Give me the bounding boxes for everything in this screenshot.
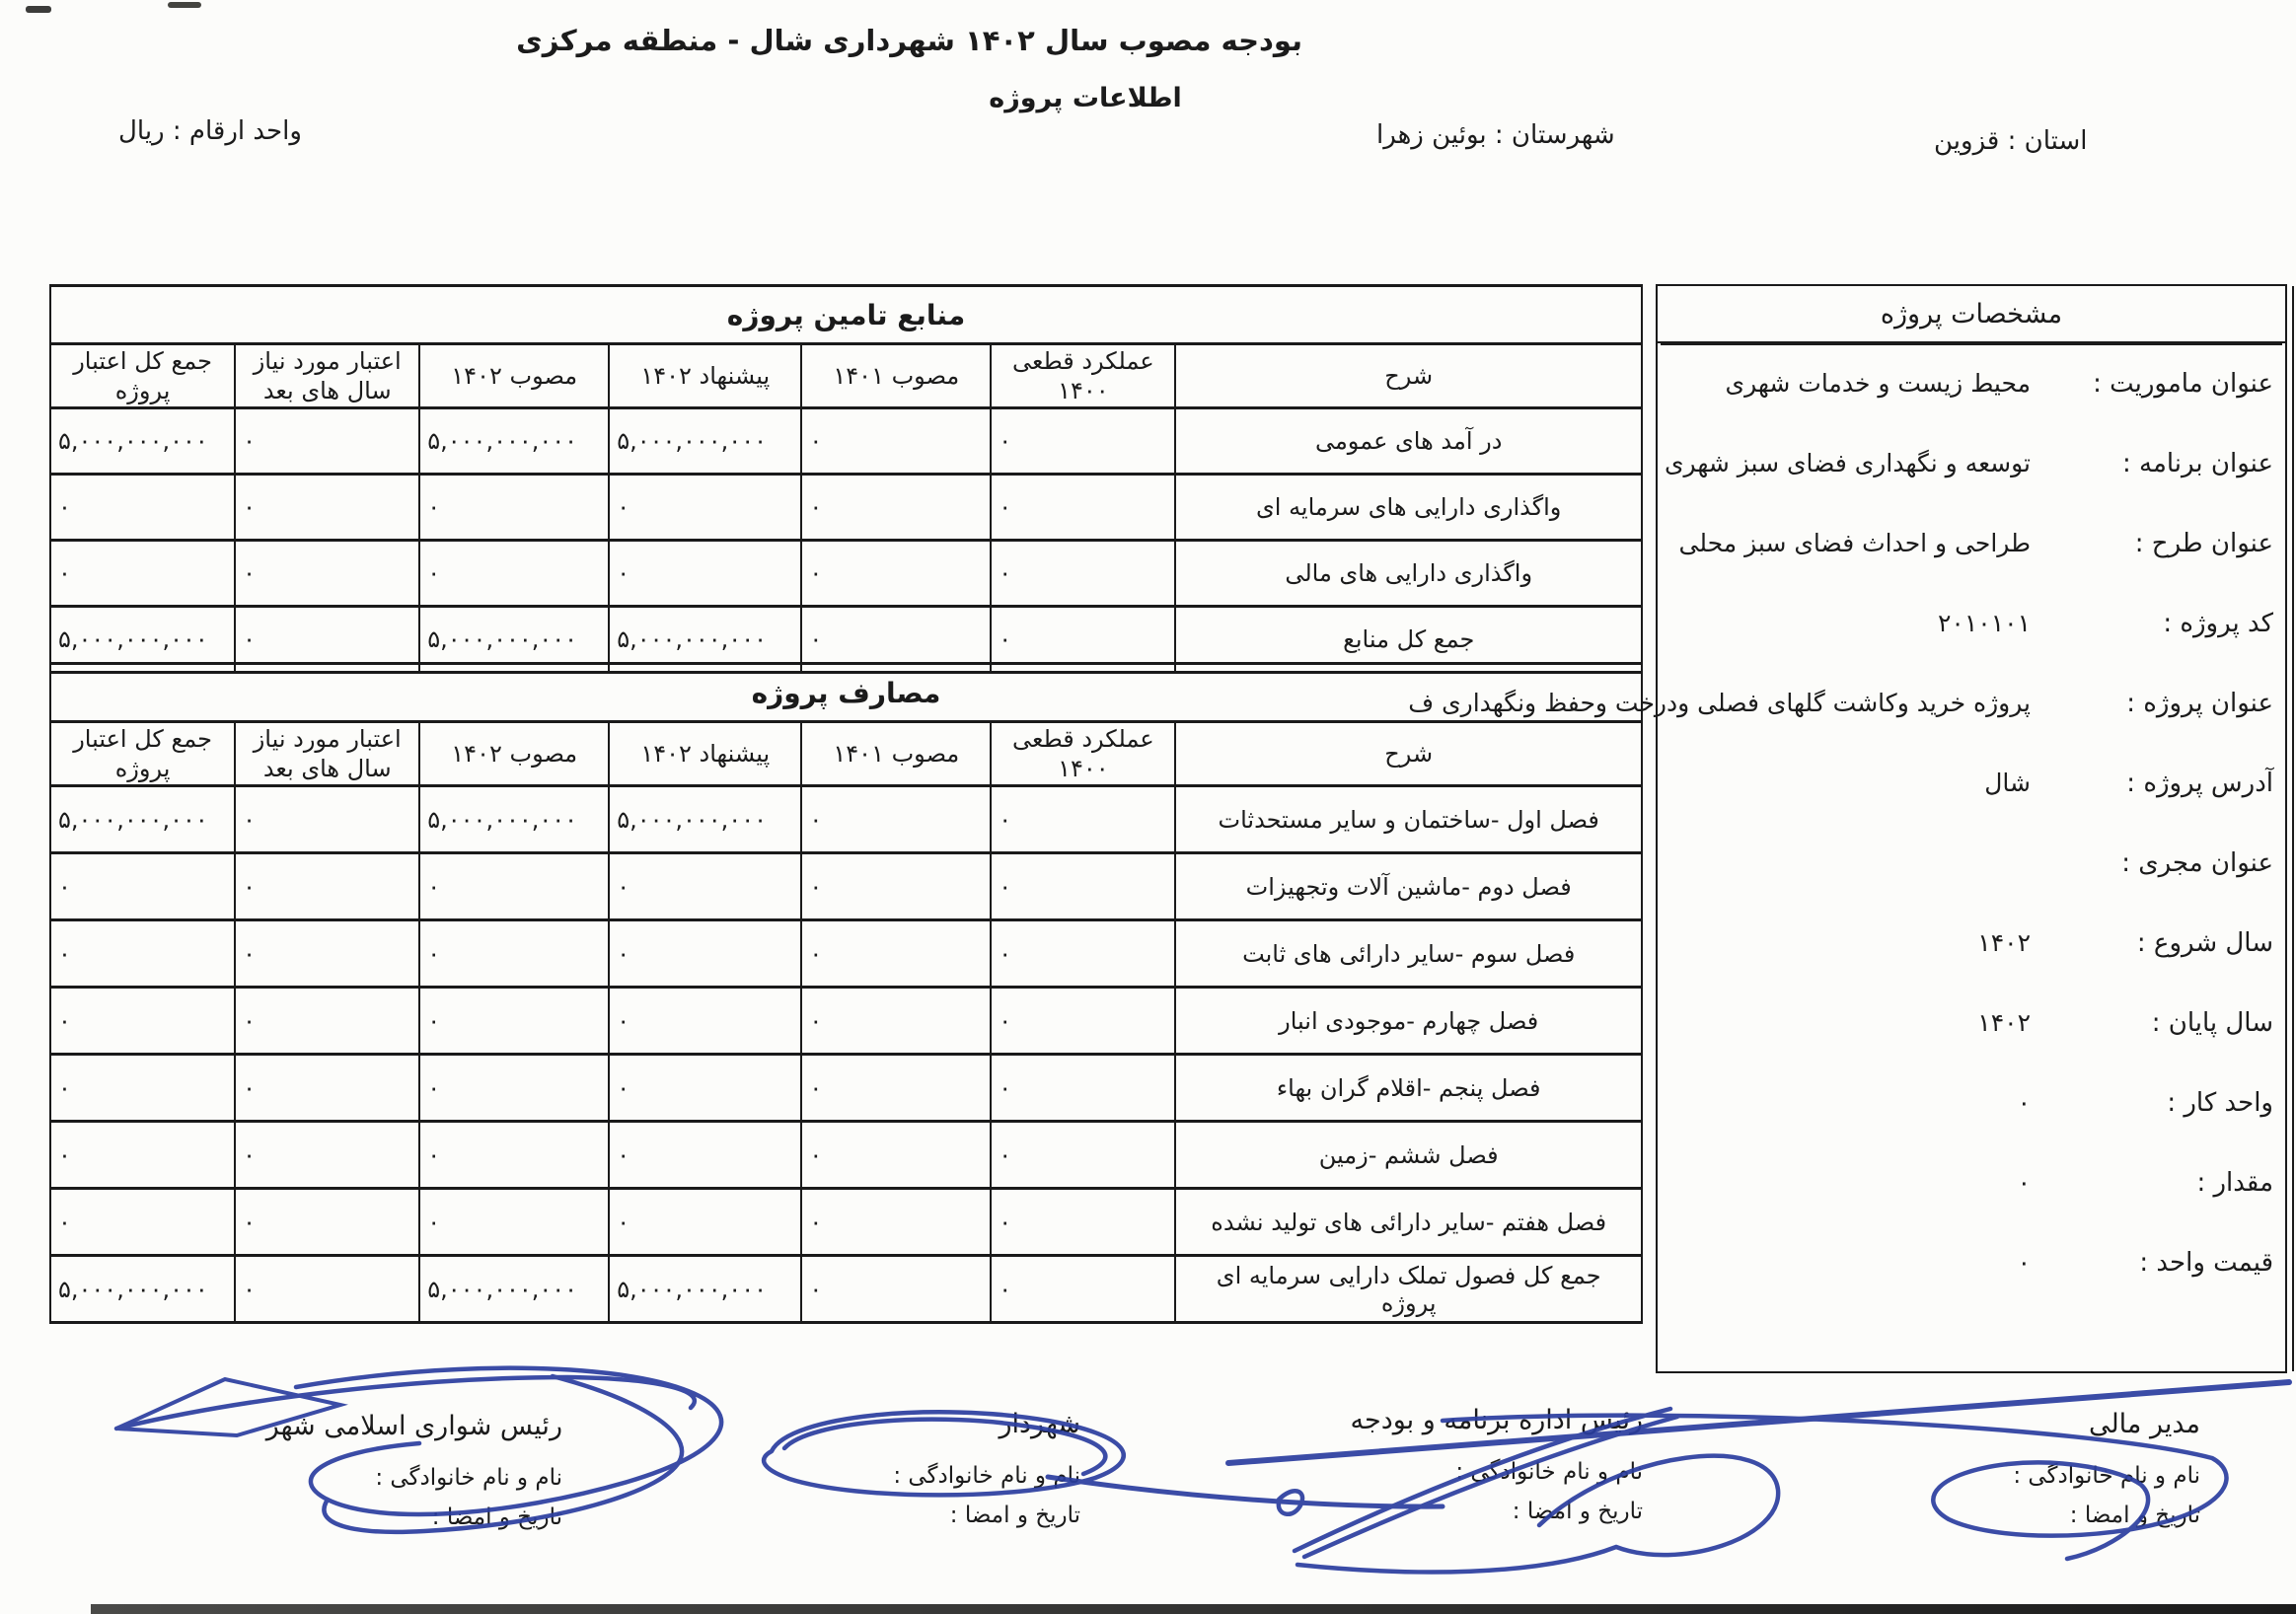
name-label: نام و نام خانوادگی : (375, 1465, 562, 1491)
col-total-project-credit: جمع کل اعتبار پروژه (50, 344, 235, 408)
col-description: شرح (1175, 722, 1642, 786)
spec-label: سال شروع : (2136, 927, 2273, 958)
row-description: فصل هفتم -سایر دارائی های تولید نشده (1175, 1189, 1642, 1256)
spec-row (1408, 663, 2285, 743)
signer-title: رئیس اداره برنامه و بودجه (1350, 1405, 1643, 1435)
cell-total-credit: ۰ (50, 475, 235, 541)
spec-row (1658, 983, 2285, 1063)
project-expenses-table (49, 662, 1643, 1324)
cell-approved-1401: ۰ (801, 853, 991, 920)
cell-approved-1401: ۰ (801, 541, 991, 607)
spec-value: ۱۴۰۲ (1977, 1008, 2031, 1037)
cell-future-years: ۰ (235, 920, 419, 988)
row-description: فصل پنجم -اقلام گران بهاء (1175, 1055, 1642, 1122)
spec-value: شال (1984, 769, 2031, 797)
cell-actual-1400: ۰ (991, 988, 1175, 1055)
document-subtitle: اطلاعات پروژه (989, 83, 1182, 113)
spec-row (1658, 583, 2285, 663)
date-signature-label: تاریخ و امضا : (2069, 1503, 2200, 1528)
uses-table-title: مصارف پروژه (50, 664, 1642, 722)
spec-label: عنوان طرح : (2134, 528, 2273, 558)
cell-approved-1402: ۰ (419, 920, 609, 988)
row-description: فصل ششم -زمین (1175, 1122, 1642, 1189)
cell-approved-1401: ۰ (801, 1055, 991, 1122)
cell-approved-1401: ۰ (801, 988, 991, 1055)
funding-sources-table (49, 284, 1643, 674)
col-proposed-1402: پیشنهاد ۱۴۰۲ (609, 344, 801, 408)
table-row (50, 541, 1642, 607)
table-row (50, 1055, 1642, 1122)
spec-label: کد پروژه : (2163, 608, 2273, 638)
cell-total-credit: ۵,۰۰۰,۰۰۰,۰۰۰ (50, 607, 235, 673)
cell-actual-1400: ۰ (991, 1055, 1175, 1122)
row-description: واگذاری دارایی های سرمایه ای (1175, 475, 1642, 541)
cell-total-credit: ۰ (50, 1055, 235, 1122)
cell-proposed-1402: ۵,۰۰۰,۰۰۰,۰۰۰ (609, 408, 801, 475)
signature-block-mayor (844, 1409, 1080, 1542)
name-label: نام و نام خانوادگی : (1455, 1459, 1643, 1485)
uses-header-row (50, 722, 1642, 786)
cell-future-years: ۰ (235, 408, 419, 475)
cell-total-credit: ۵,۰۰۰,۰۰۰,۰۰۰ (50, 408, 235, 475)
name-label: نام و نام خانوادگی : (893, 1463, 1080, 1489)
spec-label: عنوان ماموریت : (2093, 368, 2273, 399)
cell-proposed-1402: ۰ (609, 988, 801, 1055)
cell-approved-1401: ۰ (801, 1122, 991, 1189)
cell-proposed-1402: ۰ (609, 1055, 801, 1122)
table-row (50, 475, 1642, 541)
cell-total-credit: ۰ (50, 1122, 235, 1189)
signer-title: مدیر مالی (2088, 1409, 2200, 1439)
cell-total-credit: ۰ (50, 853, 235, 920)
spec-value: ۰ (2017, 1088, 2031, 1117)
cell-approved-1401: ۰ (801, 920, 991, 988)
cell-approved-1402: ۵,۰۰۰,۰۰۰,۰۰۰ (419, 607, 609, 673)
row-description: جمع کل منابع (1175, 607, 1642, 673)
cell-future-years: ۰ (235, 786, 419, 853)
spec-value: ۲۰۱۰۱۰۱ (1938, 609, 2031, 637)
cell-approved-1401: ۰ (801, 475, 991, 541)
spec-row (1658, 743, 2285, 823)
spec-label: واحد کار : (2167, 1087, 2273, 1118)
col-approved-1402: مصوب ۱۴۰۲ (419, 344, 609, 408)
sources-header-row (50, 344, 1642, 408)
spec-label: قیمت واحد : (2139, 1247, 2273, 1278)
spec-value: طراحی و احداث فضای سبز محلی (1678, 529, 2031, 557)
row-description: فصل سوم -سایر دارائی های ثابت (1175, 920, 1642, 988)
uses-table-body (50, 786, 1642, 1323)
spec-value: ۰ (2017, 1248, 2031, 1277)
spec-row (1658, 343, 2285, 423)
cell-total-credit: ۵,۰۰۰,۰۰۰,۰۰۰ (50, 1256, 235, 1323)
cell-total-credit: ۰ (50, 541, 235, 607)
cell-approved-1402: ۰ (419, 541, 609, 607)
table-row (50, 408, 1642, 475)
col-approved-1402: مصوب ۱۴۰۲ (419, 722, 609, 786)
row-description: فصل چهارم -موجودی انبار (1175, 988, 1642, 1055)
table-row (50, 1189, 1642, 1256)
scan-artifact (168, 2, 201, 8)
cell-approved-1402: ۰ (419, 1189, 609, 1256)
table-row (50, 853, 1642, 920)
cell-actual-1400: ۰ (991, 920, 1175, 988)
cell-future-years: ۰ (235, 988, 419, 1055)
signer-title: شهردار (999, 1409, 1080, 1439)
cell-actual-1400: ۰ (991, 475, 1175, 541)
col-future-years-credit: اعتبار مورد نیاز سال های بعد (235, 722, 419, 786)
cell-total-credit: ۰ (50, 1189, 235, 1256)
cell-approved-1401: ۰ (801, 786, 991, 853)
cell-actual-1400: ۰ (991, 607, 1175, 673)
cell-proposed-1402: ۵,۰۰۰,۰۰۰,۰۰۰ (609, 607, 801, 673)
cell-approved-1402: ۵,۰۰۰,۰۰۰,۰۰۰ (419, 786, 609, 853)
date-signature-label: تاریخ و امضا : (1512, 1499, 1643, 1524)
cell-actual-1400: ۰ (991, 786, 1175, 853)
scan-edge-shadow (91, 1604, 2296, 1614)
spec-value: توسعه و نگهداری فضای سبز شهری (1664, 449, 2031, 477)
scan-artifact (26, 6, 51, 13)
cell-approved-1402: ۰ (419, 853, 609, 920)
cell-future-years: ۰ (235, 1055, 419, 1122)
signature-block-finance-manager (1959, 1409, 2200, 1542)
cell-proposed-1402: ۰ (609, 541, 801, 607)
name-label: نام و نام خانوادگی : (2013, 1463, 2200, 1489)
spec-row (1658, 423, 2285, 503)
cell-proposed-1402: ۰ (609, 920, 801, 988)
spec-value: محیط زیست و خدمات شهری (1725, 369, 2031, 398)
row-description: جمع کل فصول تملک دارایی سرمایه ای پروژه (1175, 1256, 1642, 1323)
cell-actual-1400: ۰ (991, 408, 1175, 475)
cell-approved-1402: ۵,۰۰۰,۰۰۰,۰۰۰ (419, 1256, 609, 1323)
cell-proposed-1402: ۰ (609, 1122, 801, 1189)
sources-table-body (50, 408, 1642, 673)
table-row (50, 1256, 1642, 1323)
cell-actual-1400: ۰ (991, 541, 1175, 607)
county-field: شهرستان : بوئین زهرا (1376, 120, 1615, 150)
cell-future-years: ۰ (235, 607, 419, 673)
cell-future-years: ۰ (235, 1256, 419, 1323)
spec-row (1658, 823, 2285, 903)
specs-panel-title: مشخصات پروژه (1658, 286, 2285, 343)
unit-note: واحد ارقام : ریال (118, 116, 302, 146)
spec-row (1658, 1142, 2285, 1222)
cell-approved-1401: ۰ (801, 1189, 991, 1256)
spec-label: سال پایان : (2151, 1007, 2273, 1038)
spec-row (1658, 503, 2285, 583)
col-actual-1400: عملکرد قطعی ۱۴۰۰ (991, 344, 1175, 408)
cell-actual-1400: ۰ (991, 1189, 1175, 1256)
spec-label: مقدار : (2196, 1167, 2273, 1198)
col-approved-1401: مصوب ۱۴۰۱ (801, 722, 991, 786)
cell-future-years: ۰ (235, 853, 419, 920)
signature-block-council-head (265, 1411, 562, 1544)
row-description: واگذاری دارایی های مالی (1175, 541, 1642, 607)
row-description: در آمد های عمومی (1175, 408, 1642, 475)
row-description: فصل دوم -ماشین آلات وتجهیزات (1175, 853, 1642, 920)
spec-value: ۰ (2017, 1168, 2031, 1197)
cell-total-credit: ۵,۰۰۰,۰۰۰,۰۰۰ (50, 786, 235, 853)
spec-label: عنوان برنامه : (2121, 448, 2273, 478)
cell-future-years: ۰ (235, 1122, 419, 1189)
spec-label: عنوان پروژه : (2126, 688, 2273, 718)
col-future-years-credit: اعتبار مورد نیاز سال های بعد (235, 344, 419, 408)
cell-proposed-1402: ۵,۰۰۰,۰۰۰,۰۰۰ (609, 786, 801, 853)
col-description: شرح (1175, 344, 1642, 408)
cell-actual-1400: ۰ (991, 1122, 1175, 1189)
col-total-project-credit: جمع کل اعتبار پروژه (50, 722, 235, 786)
cell-approved-1402: ۰ (419, 1055, 609, 1122)
cell-approved-1401: ۰ (801, 408, 991, 475)
table-row (50, 988, 1642, 1055)
col-actual-1400: عملکرد قطعی ۱۴۰۰ (991, 722, 1175, 786)
row-description: فصل اول -ساختمان و سایر مستحدثات (1175, 786, 1642, 853)
spec-label: آدرس پروژه : (2126, 768, 2273, 798)
signature-block-budget-office-head (1350, 1405, 1643, 1538)
date-signature-label: تاریخ و امضا : (949, 1503, 1080, 1528)
cell-actual-1400: ۰ (991, 1256, 1175, 1323)
spec-row (1658, 1222, 2285, 1302)
col-approved-1401: مصوب ۱۴۰۱ (801, 344, 991, 408)
province-field: استان : قزوین (1934, 126, 2088, 156)
cell-proposed-1402: ۰ (609, 853, 801, 920)
col-proposed-1402: پیشنهاد ۱۴۰۲ (609, 722, 801, 786)
document-title: بودجه مصوب سال ۱۴۰۲ شهرداری شال - منطقه مرکزی (516, 24, 1302, 57)
cell-approved-1402: ۰ (419, 988, 609, 1055)
cell-approved-1401: ۰ (801, 1256, 991, 1323)
cell-total-credit: ۰ (50, 920, 235, 988)
date-signature-label: تاریخ و امضا : (431, 1504, 562, 1530)
cell-proposed-1402: ۰ (609, 1189, 801, 1256)
cell-total-credit: ۰ (50, 988, 235, 1055)
table-row (50, 1122, 1642, 1189)
cell-approved-1402: ۵,۰۰۰,۰۰۰,۰۰۰ (419, 408, 609, 475)
spec-row (1658, 903, 2285, 983)
cell-actual-1400: ۰ (991, 853, 1175, 920)
cell-future-years: ۰ (235, 475, 419, 541)
cell-future-years: ۰ (235, 541, 419, 607)
cell-proposed-1402: ۰ (609, 475, 801, 541)
cell-approved-1402: ۰ (419, 1122, 609, 1189)
cell-approved-1401: ۰ (801, 607, 991, 673)
cell-future-years: ۰ (235, 1189, 419, 1256)
cell-proposed-1402: ۵,۰۰۰,۰۰۰,۰۰۰ (609, 1256, 801, 1323)
sources-table-title: منابع تامین پروژه (50, 286, 1642, 344)
signer-title: رئیس شواری اسلامی شهر (265, 1411, 562, 1441)
spec-row (1658, 1063, 2285, 1142)
spec-value: ۱۴۰۲ (1977, 928, 2031, 957)
cell-approved-1402: ۰ (419, 475, 609, 541)
spec-value: پروژه خرید وکاشت گلهای فصلی ودرخت وحفظ ونگهداری ف (1408, 689, 2031, 717)
table-row (50, 920, 1642, 988)
table-row (50, 786, 1642, 853)
spec-label: عنوان مجری : (2121, 847, 2273, 878)
